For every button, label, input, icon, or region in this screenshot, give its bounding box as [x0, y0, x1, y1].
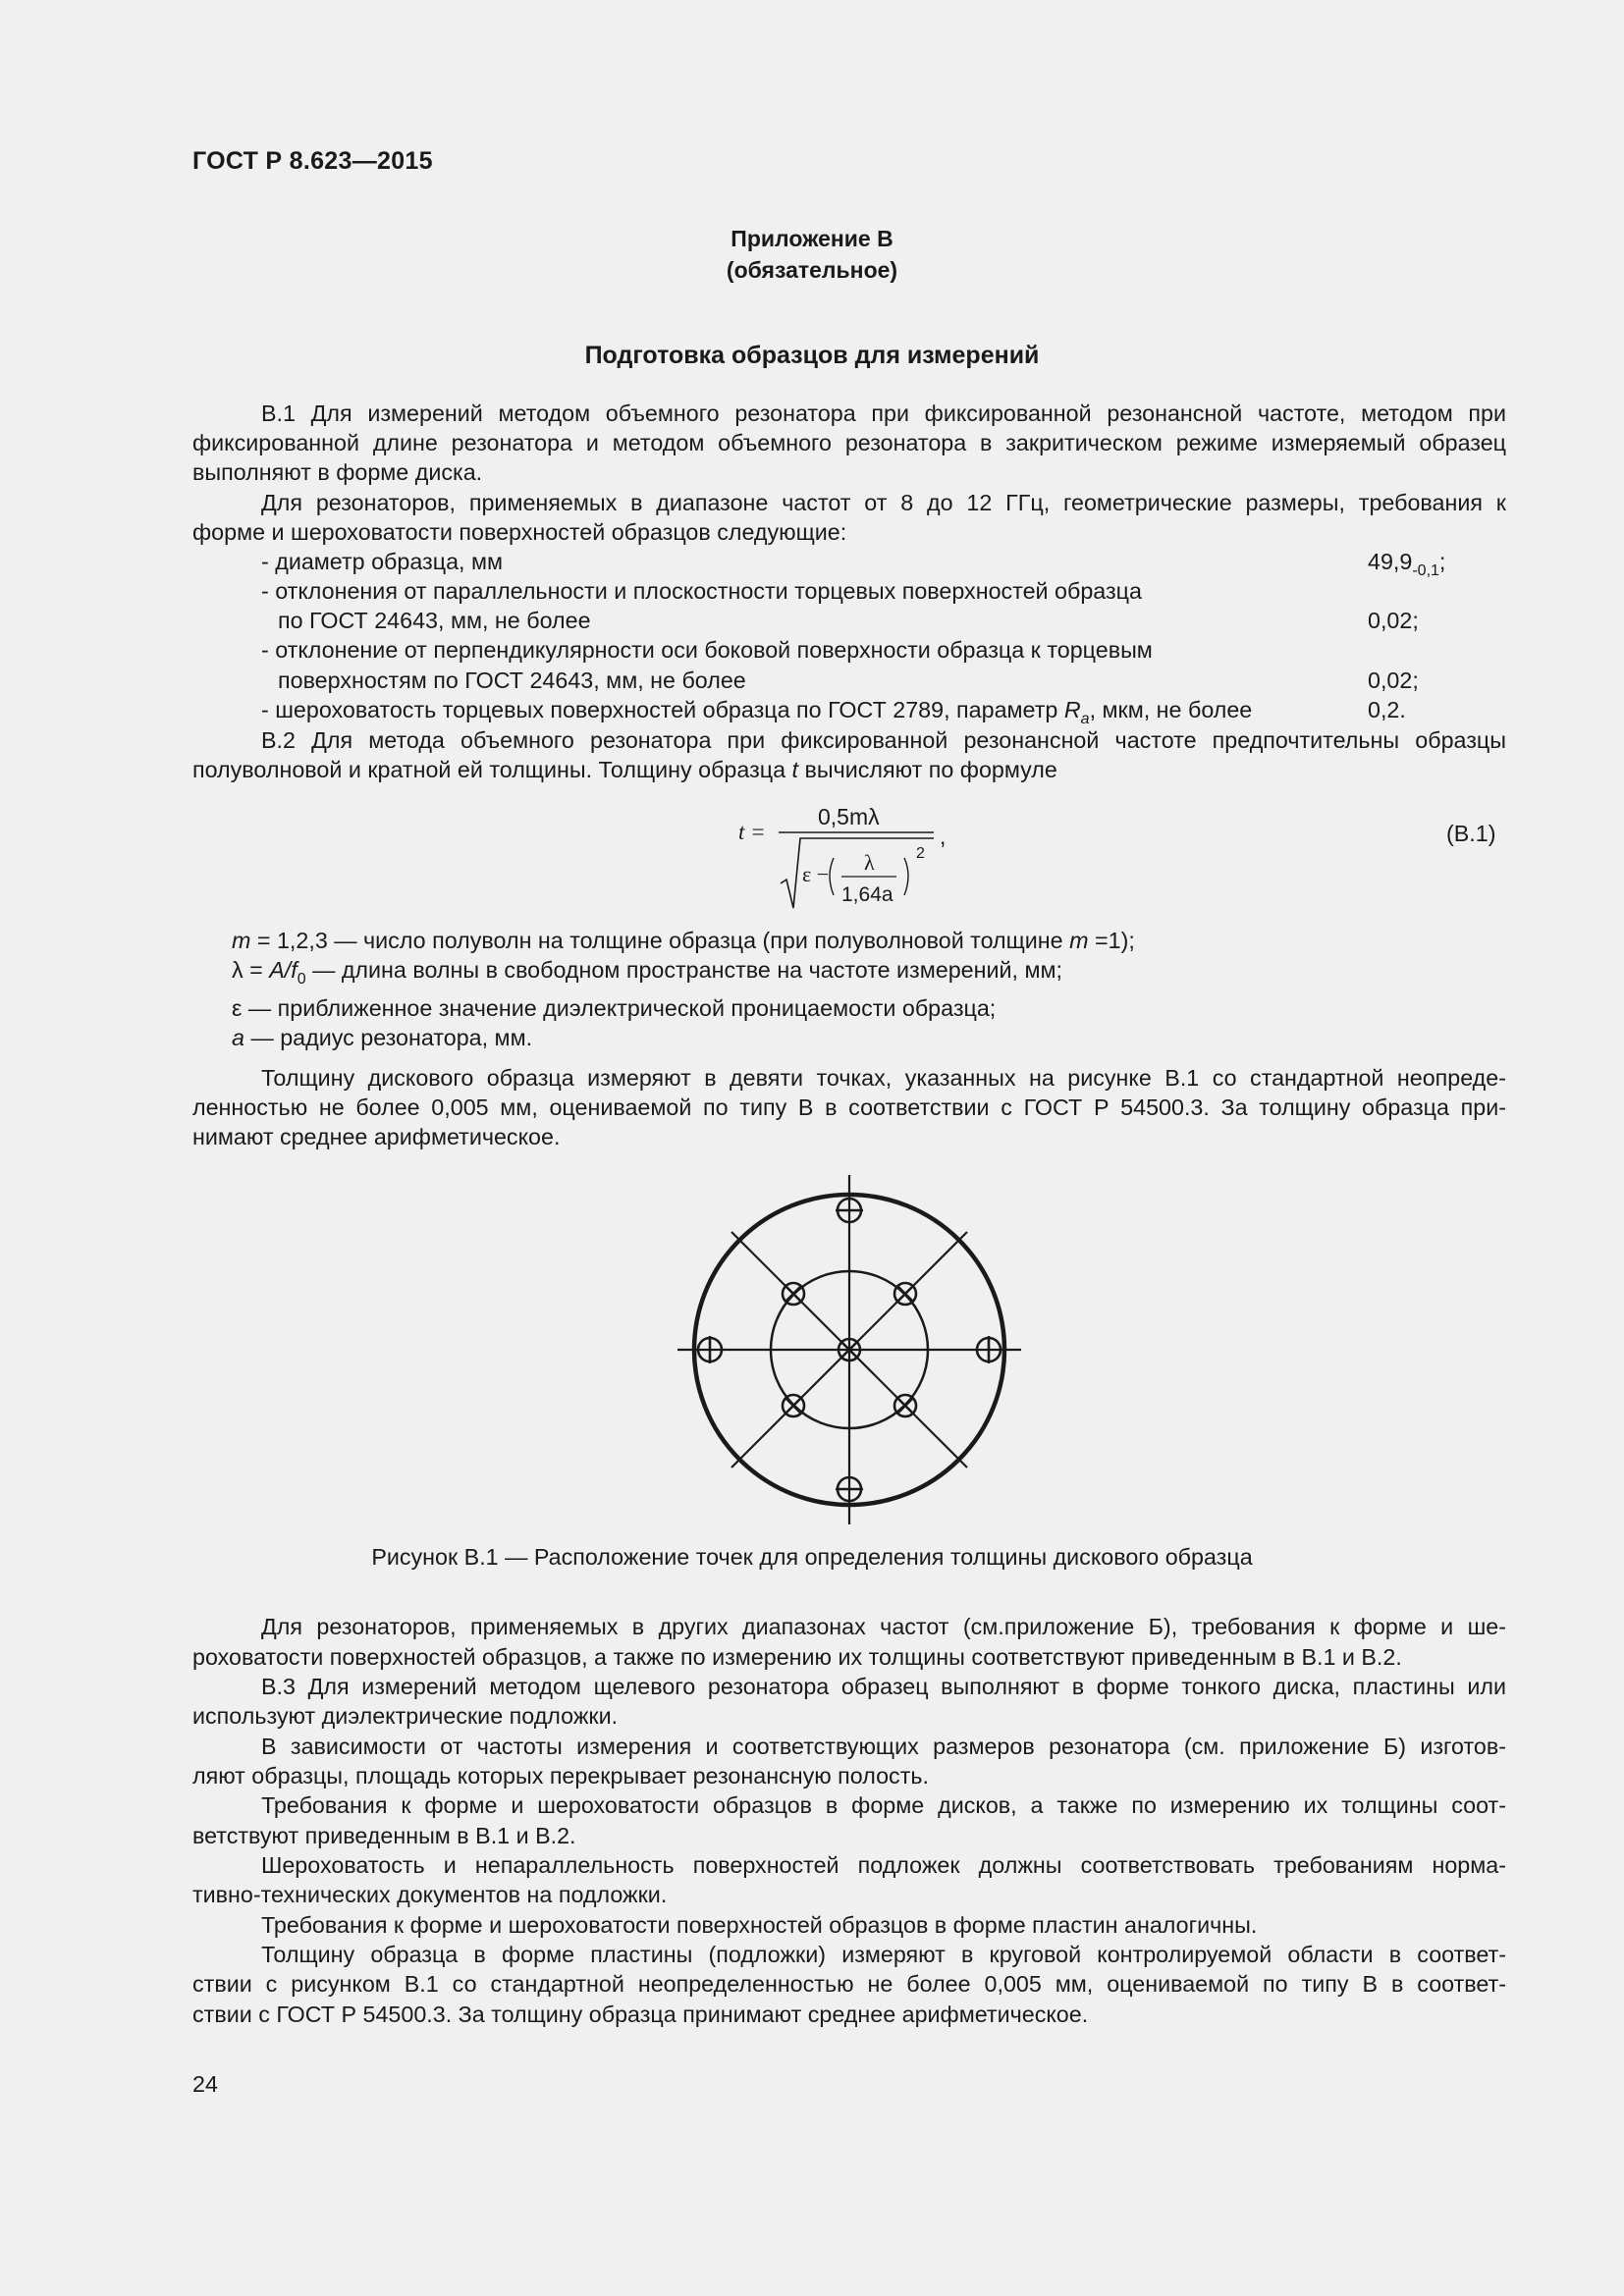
paragraph-line: ствии с ГОСТ Р 54500.3. За толщину образца принимают среднее арифметическое. — [192, 2002, 1089, 2027]
formula-epsilon: ε − — [802, 862, 830, 886]
measurement-point-inner-ne — [894, 1283, 916, 1305]
requirement-parallelism: - отклонения от параллельности и плоскостности торцевых поверхностей образца — [261, 578, 1142, 604]
requirement-perpendicularity: - отклонение от перпендикулярности оси боковой поверхности образца к торцевым — [261, 637, 1153, 663]
paragraph-line: форме и шероховатости поверхностей образцов следующие: — [192, 519, 847, 545]
paragraph-line: тивно-технических документов на подложки. — [192, 1882, 668, 1907]
paragraph-line: Толщину образца в форме пластины (подложки) измеряют в круговой контролируемой области в соответ- — [261, 1942, 1506, 1967]
formula-b1 — [731, 805, 967, 923]
requirement-roughness: - шероховатость торцевых поверхностей образца по ГОСТ 2789, параметр $R_a$, мкм, не более — [261, 697, 1253, 727]
requirement-roughness-value: 0,2. — [1368, 697, 1406, 722]
paragraph-line: ветствуют приведенным в В.1 и В.2. — [192, 1823, 576, 1848]
definition-m: m = 1,2,3 — число полуволн на толщине образца (при полуволновой толщине m =1); — [232, 928, 1135, 953]
paragraph-line: нимают среднее арифметическое. — [192, 1124, 561, 1149]
paren-left — [830, 858, 834, 895]
requirement-perpendicularity-cont: поверхностям по ГОСТ 24643, мм, не более — [278, 667, 746, 693]
measurement-point-inner-nw — [783, 1283, 804, 1305]
annex-name: Приложение В — [731, 226, 893, 251]
equation-number: (В.1) — [1446, 821, 1496, 846]
formula-denominator: 1,64a — [841, 883, 893, 906]
paragraph-b1-line: В.1 Для измерений методом объемного резонатора при фиксированной резонансной частоте, методом при — [261, 400, 1506, 426]
paragraph-b1-line: выполняют в форме диска. — [192, 459, 483, 485]
paragraph-b1-line: фиксированной длине резонатора и методом объемного резонатора в закритическом режиме измеряемый образец — [192, 430, 1506, 455]
figure-b1-measurement-points — [673, 1173, 1026, 1526]
paren-right — [904, 858, 908, 895]
formula-numerator: 0,5mλ — [818, 805, 880, 829]
requirement-diameter-value: $49,9_{-0,1}$; — [1368, 549, 1446, 579]
paragraph-line: ствии с рисунком В.1 со стандартной неопределенностью не более 0,005 мм, оцениваемой по типу В в соответ- — [192, 1971, 1506, 1997]
paragraph-line: Для резонаторов, применяемых в диапазоне частот от 8 до 12 ГГц, геометрические размеры, требования к — [261, 490, 1506, 515]
formula-comma: , — [940, 824, 947, 849]
formula-lambda: λ — [864, 850, 875, 875]
requirement-parallelism-cont: по ГОСТ 24643, мм, не более — [278, 608, 591, 633]
paragraph-b3-line: В.3 Для измерений методом щелевого резонатора образец выполняют в форме тонкого диска, пластины или — [261, 1674, 1506, 1699]
annex-status: (обязательное) — [726, 257, 898, 283]
paragraph-line: Требования к форме и шероховатости образцов в форме дисков, а также по измерению их толщины соот- — [261, 1792, 1506, 1818]
paragraph-line: В зависимости от частоты измерения и соответствующих размеров резонатора (см. приложение Б) изготов- — [261, 1734, 1506, 1759]
definition-epsilon: ε — приближенное значение диэлектрической проницаемости образца; — [232, 995, 997, 1021]
paragraph-line: ленностью не более 0,005 мм, оцениваемой по типу В в соответствии с ГОСТ Р 54500.3. За толщину образца при- — [192, 1095, 1506, 1120]
figure-caption: Рисунок В.1 — Расположение точек для определения толщины дискового образца — [371, 1544, 1253, 1570]
paragraph-b2-line: полуволновой и кратной ей толщины. Толщину образца t вычисляют по формуле — [192, 757, 1057, 782]
paragraph-b2-line: В.2 Для метода объемного резонатора при фиксированной резонансной частоте предпочтительны образцы — [261, 727, 1506, 753]
document-code: ГОСТ Р 8.623—2015 — [192, 147, 433, 175]
definition-a: а — радиус резонатора, мм. — [232, 1025, 533, 1050]
paragraph-line: Для резонаторов, применяемых в других диапазонах частот (см.приложение Б), требования к форме и ше- — [261, 1614, 1506, 1639]
paragraph-line: Требования к форме и шероховатости поверхностей образцов в форме пластин аналогичны. — [261, 1912, 1258, 1938]
paragraph-line: Шероховатость и непараллельность поверхностей подложек должны соответствовать требованиям норма- — [261, 1852, 1506, 1878]
requirement-parallelism-value: 0,02; — [1368, 608, 1419, 633]
measurement-point-inner-sw — [783, 1395, 804, 1416]
measurement-point-inner-se — [894, 1395, 916, 1416]
definition-lambda: $\lambda = A/f_0$ — длина волны в свободном пространстве на частоте измерений, мм; — [232, 957, 1062, 988]
paragraph-b3-line: используют диэлектрические подложки. — [192, 1703, 619, 1729]
formula-lhs: t = — [738, 820, 766, 844]
formula-power: 2 — [916, 845, 925, 862]
requirement-perpendicularity-value: 0,02; — [1368, 667, 1419, 693]
paragraph-line: роховатости поверхностей образцов, а также по измерению их толщины соответствуют приведенным в В.1 и В.2. — [192, 1644, 1402, 1670]
paragraph-line: Толщину дискового образца измеряют в девяти точках, указанных на рисунке В.1 со стандартной неопреде- — [261, 1065, 1506, 1091]
paragraph-line: ляют образцы, площадь которых перекрывает резонансную полость. — [192, 1763, 929, 1789]
page-number: 24 — [192, 2071, 218, 2097]
requirement-diameter: - диаметр образца, мм — [261, 549, 504, 574]
section-title: Подготовка образцов для измерений — [584, 342, 1040, 369]
